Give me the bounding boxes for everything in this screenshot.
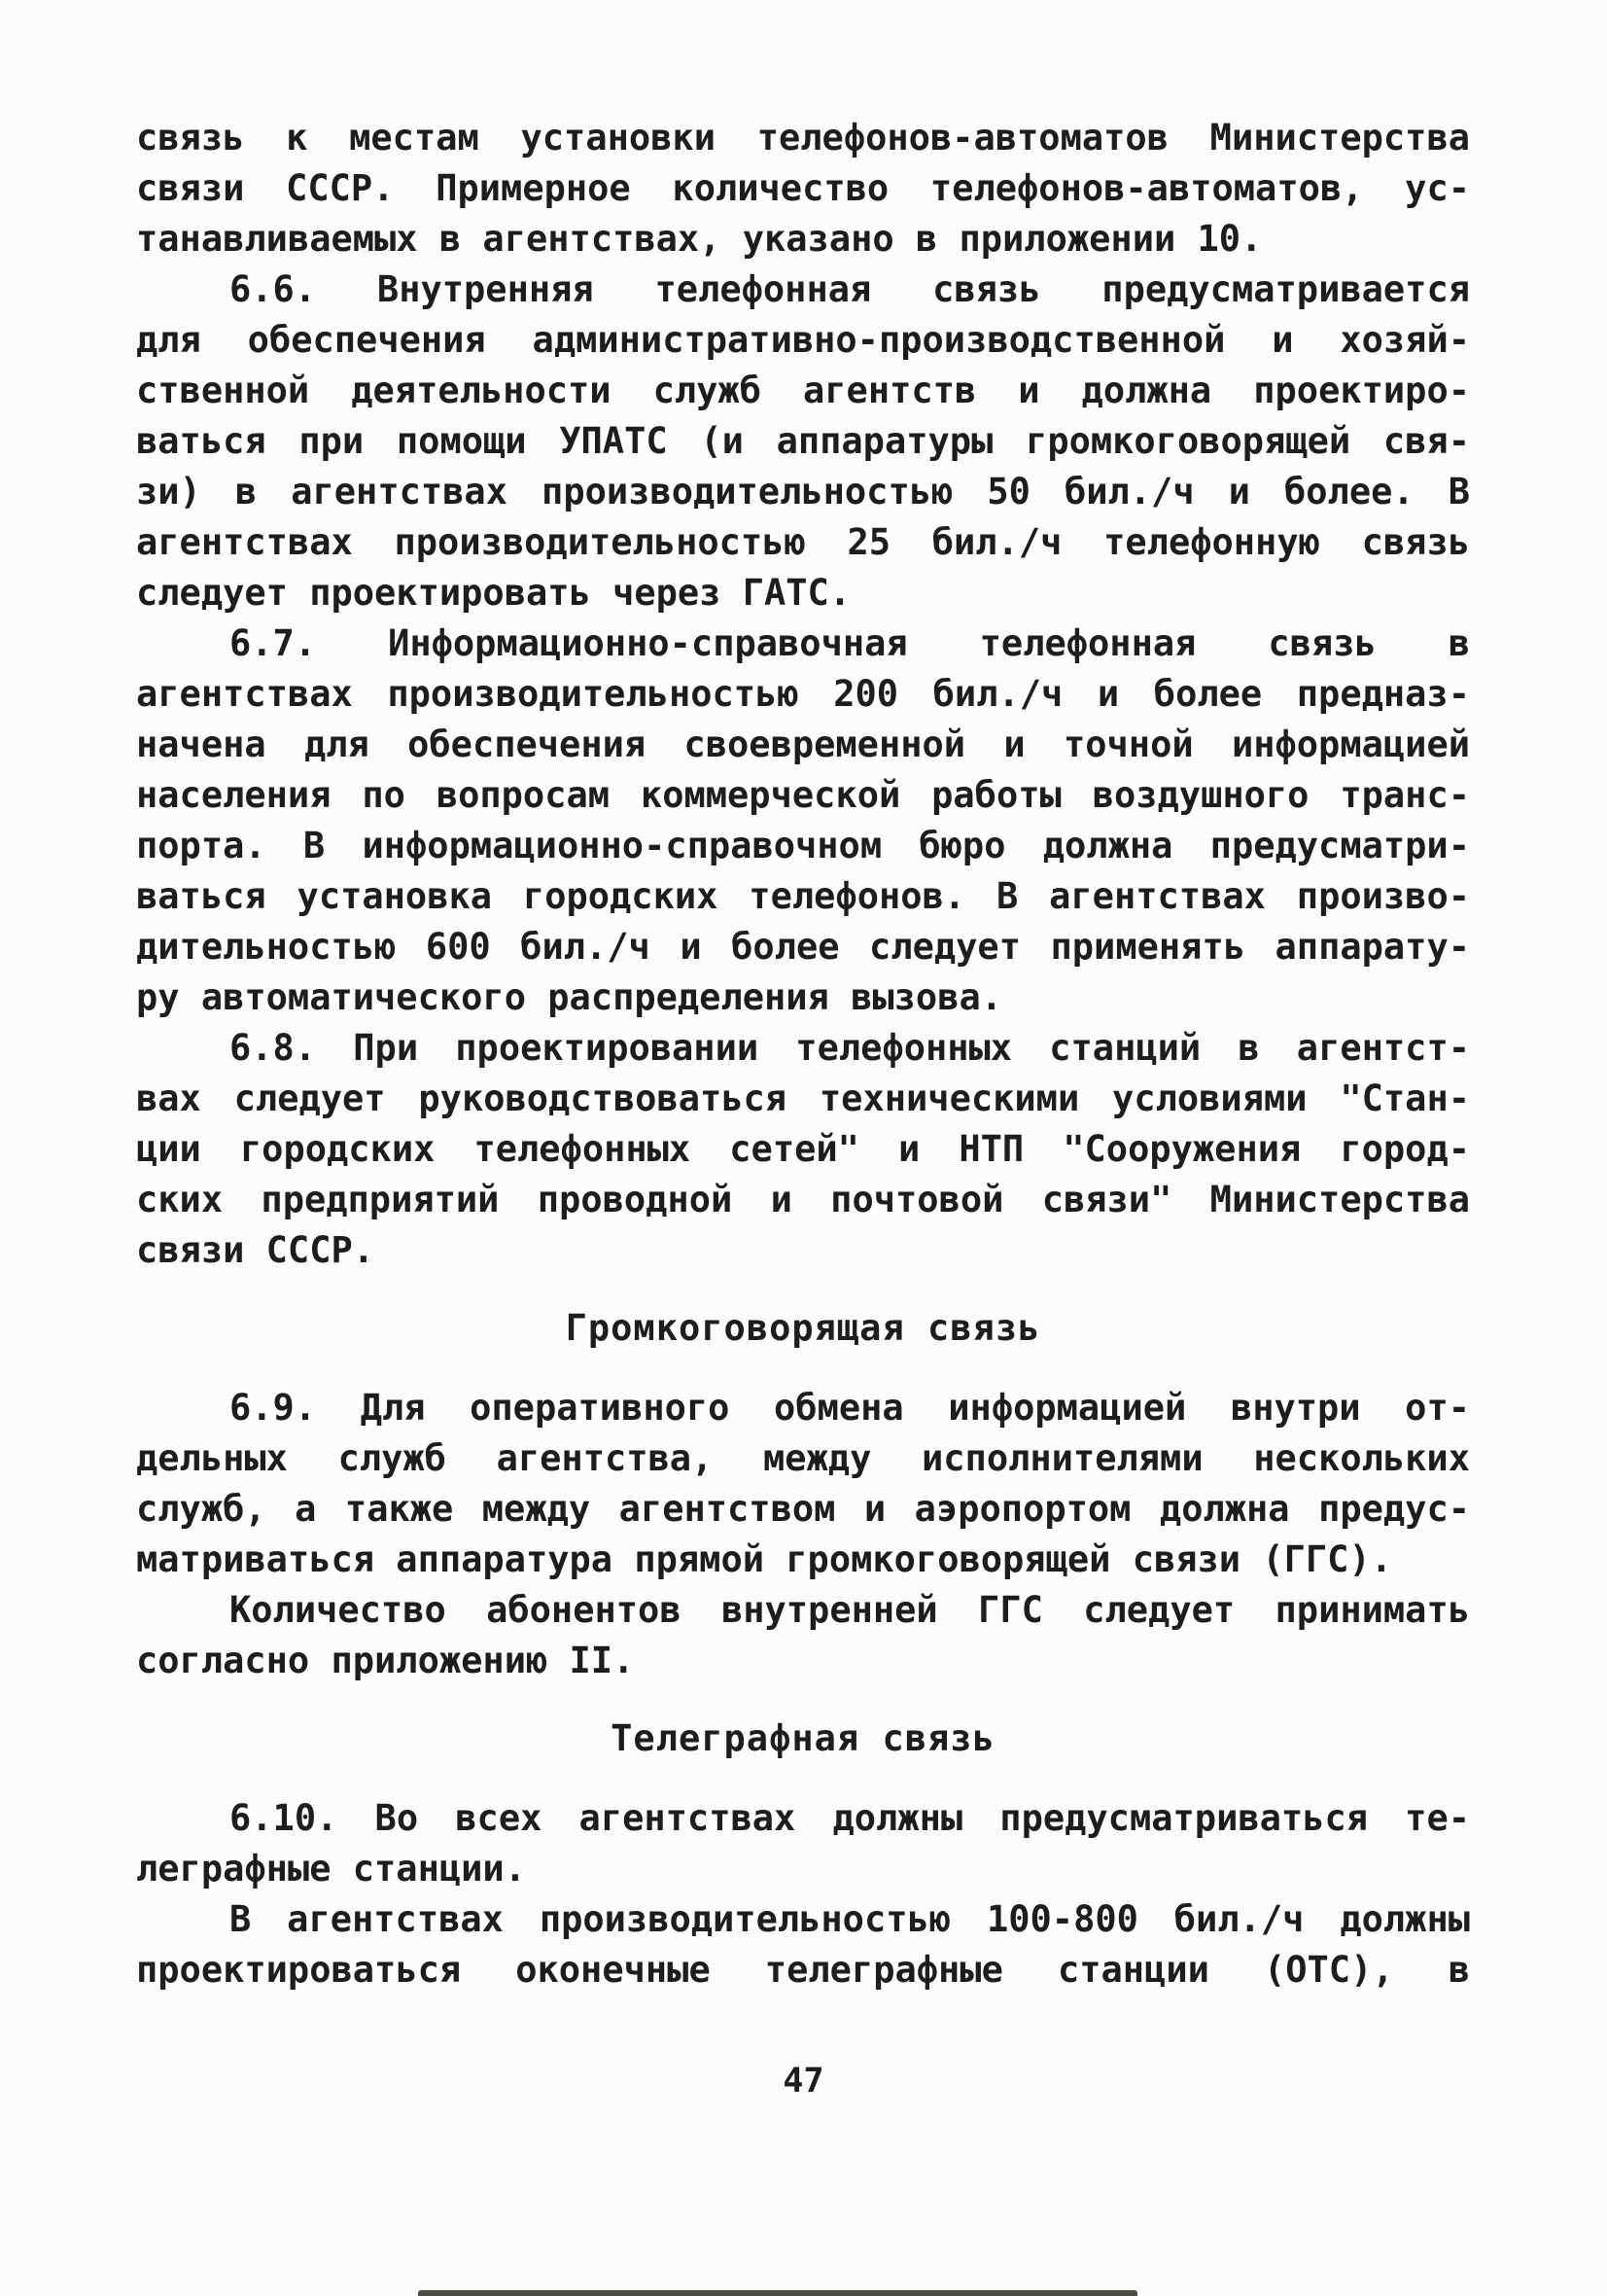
text-line: дельных служб агентства, между исполнителями нескольких bbox=[136, 1437, 1470, 1479]
text-line: служб, а также между агентством и аэропортом должна предус- bbox=[136, 1488, 1470, 1530]
text-line: агентствах производительностью 25 бил./ч телефонную связь bbox=[136, 521, 1470, 563]
text-line: ру автоматического распределения вызова. bbox=[136, 976, 1003, 1018]
text-line: Количество абонентов внутренней ГГС следует принимать bbox=[229, 1589, 1470, 1631]
text-line: населения по вопросам коммерческой работы воздушного транс- bbox=[136, 774, 1470, 816]
text-line: согласно приложению II. bbox=[136, 1640, 635, 1681]
text-line: связи СССР. Примерное количество телефонов-автоматов, ус- bbox=[136, 167, 1470, 209]
text-line: 6.9. Для оперативного обмена информацией внутри от- bbox=[229, 1387, 1470, 1429]
text-line: агентствах производительностью 200 бил./ч и более предназ- bbox=[136, 673, 1470, 715]
text-line: 6.7. Информационно-справочная телефонная связь в bbox=[229, 622, 1470, 664]
paragraph bbox=[136, 113, 1470, 265]
text-line: ственной деятельности служб агентств и должна проектиро- bbox=[136, 370, 1470, 411]
text-line: леграфные станции. bbox=[136, 1848, 526, 1890]
text-line: проектироваться оконечные телеграфные станции (ОТС), в bbox=[136, 1949, 1470, 1991]
paragraph bbox=[136, 1383, 1470, 1585]
text-line: 6.6. Внутренняя телефонная связь предусматривается bbox=[229, 268, 1470, 310]
page-number: 47 bbox=[783, 2062, 824, 2101]
text-line: ваться установка городских телефонов. В агентствах произво- bbox=[136, 875, 1470, 917]
text-line: матриваться аппаратура прямой громкоговорящей связи (ГГС). bbox=[136, 1538, 1393, 1580]
text-line: следует проектировать через ГАТС. bbox=[136, 572, 852, 614]
section-heading: Громкоговорящая связь bbox=[565, 1307, 1041, 1349]
scan-edge-artifact bbox=[418, 2290, 1137, 2296]
paragraph bbox=[136, 1023, 1470, 1276]
text-line: для обеспечения административно-производственной и хозяй- bbox=[136, 319, 1470, 361]
paragraph bbox=[136, 265, 1470, 618]
text-line: начена для обеспечения своевременной и точной информацией bbox=[136, 724, 1470, 765]
section-heading: Телеграфная связь bbox=[611, 1717, 996, 1759]
text-line: ции городских телефонных сетей" и НТП "Сооружения город- bbox=[136, 1128, 1470, 1170]
text-column bbox=[136, 113, 1470, 1996]
text-line: связь к местам установки телефонов-автоматов Министерства bbox=[136, 117, 1470, 159]
text-line: ских предприятий проводной и почтовой связи" Министерства bbox=[136, 1179, 1470, 1220]
paragraph bbox=[136, 618, 1470, 1023]
text-line: 6.8. При проектировании телефонных станций в агентст- bbox=[229, 1027, 1470, 1069]
text-line: ваться при помощи УПАТС (и аппаратуры громкоговорящей свя- bbox=[136, 420, 1470, 462]
paragraph bbox=[136, 1585, 1470, 1686]
text-line: вах следует руководствоваться техническими условиями "Стан- bbox=[136, 1077, 1470, 1119]
paragraph bbox=[136, 1894, 1470, 1996]
text-line: дительностью 600 бил./ч и более следует применять аппарату- bbox=[136, 926, 1470, 968]
paragraph bbox=[136, 1793, 1470, 1894]
text-line: зи) в агентствах производительностью 50 бил./ч и более. В bbox=[136, 471, 1470, 512]
text-line: В агентствах производительностью 100-800 бил./ч должны bbox=[229, 1898, 1470, 1940]
text-line: 6.10. Во всех агентствах должны предусматриваться те- bbox=[229, 1797, 1470, 1839]
text-line: связи СССР. bbox=[136, 1229, 375, 1271]
text-line: порта. В информационно-справочном бюро должна предусматри- bbox=[136, 825, 1470, 866]
text-line: танавливаемых в агентствах, указано в приложении 10. bbox=[136, 218, 1263, 260]
